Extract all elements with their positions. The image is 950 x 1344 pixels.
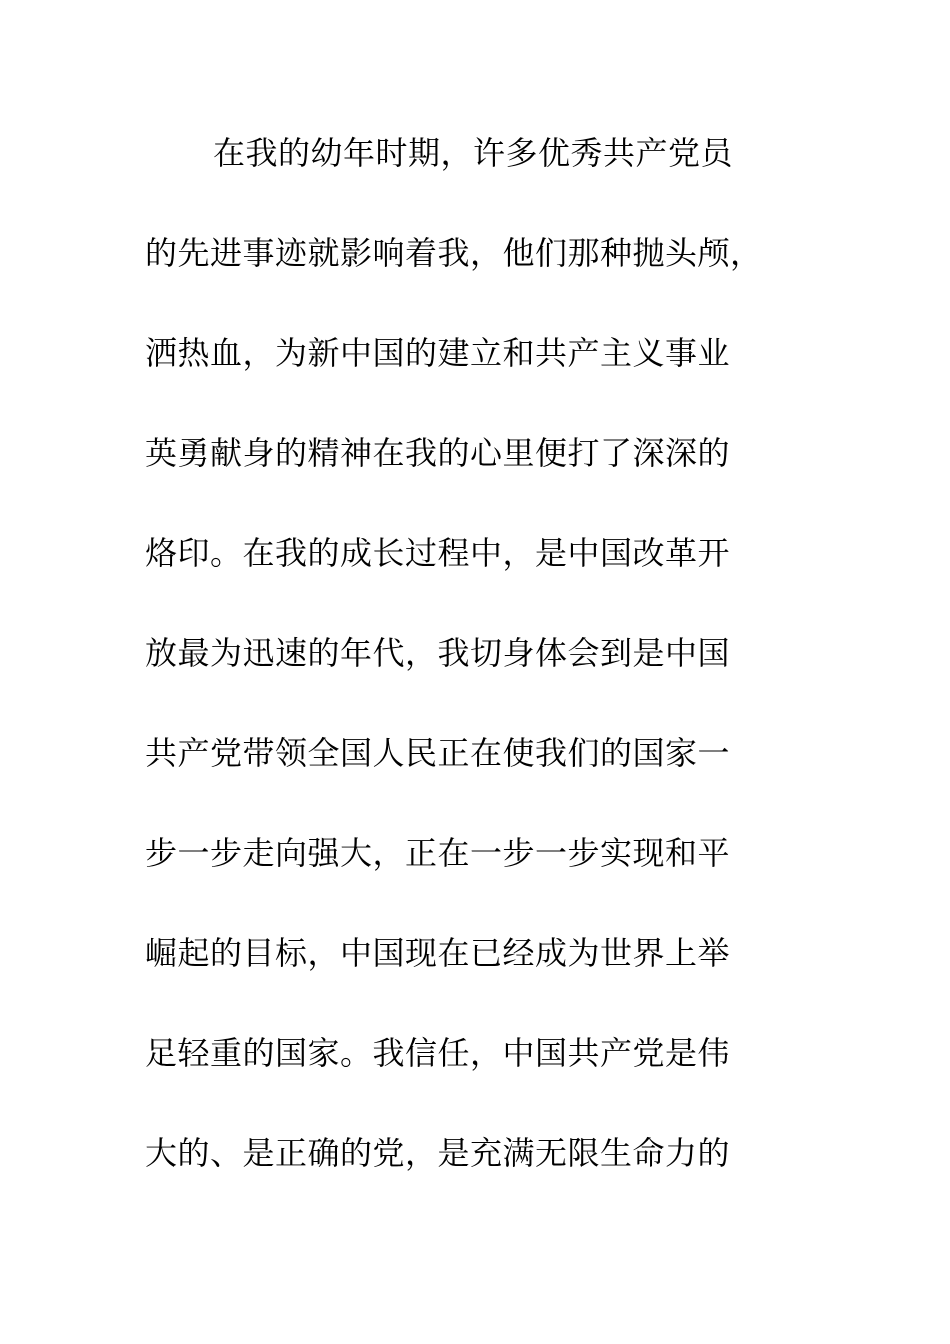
paragraph-line-6: 放最为迅速的年代，我切身体会到是中国 [145,634,731,672]
paragraph-line-8: 步一步走向强大，正在一步一步实现和平 [145,834,731,872]
paragraph-line-7: 共产党带领全国人民正在使我们的国家一 [145,734,731,772]
paragraph-line-4: 英勇献身的精神在我的心里便打了深深的 [145,434,731,472]
paragraph-line-3: 洒热血，为新中国的建立和共产主义事业 [145,334,731,372]
paragraph-line-1: 在我的幼年时期，许多优秀共产党员 [213,134,734,172]
paragraph-line-2: 的先进事迹就影响着我，他们那种抛头颅， [145,234,763,272]
paragraph-line-11: 大的、是正确的党，是充满无限生命力的 [145,1134,731,1172]
paragraph-line-5: 烙印。在我的成长过程中，是中国改革开 [145,534,731,572]
paragraph-line-10: 足轻重的国家。我信任，中国共产党是伟 [145,1034,731,1072]
paragraph-line-9: 崛起的目标，中国现在已经成为世界上举 [145,934,731,972]
paragraph [145,127,785,1227]
